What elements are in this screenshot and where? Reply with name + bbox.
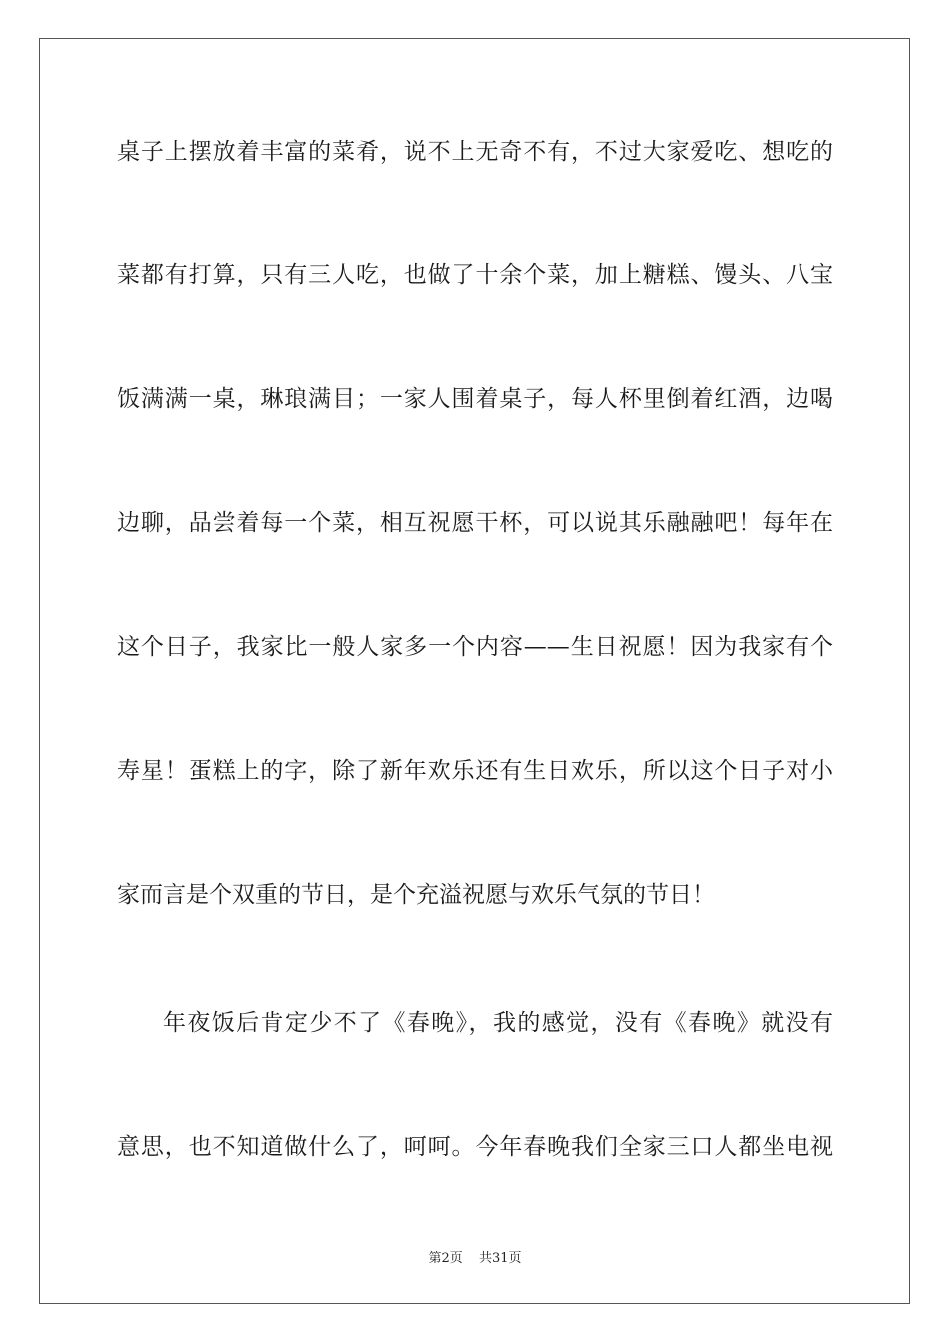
text-line-1: 桌子上摆放着丰富的菜肴，说不上无奇不有，不过大家爱吃、想吃的	[117, 139, 833, 165]
text-line-5: 这个日子，我家比一般人家多一个内容——生日祝愿！因为我家有个	[117, 634, 833, 660]
page-number: 第2页	[428, 1251, 463, 1266]
text-line-3: 饭满满一桌，琳琅满目；一家人围着桌子，每人杯里倒着红酒，边喝	[117, 386, 833, 412]
total-pages: 共31页	[478, 1251, 522, 1266]
text-line-4: 边聊，品尝着每一个菜，相互祝愿干杯，可以说其乐融融吧！每年在	[117, 510, 833, 536]
text-line-6: 寿星！蛋糕上的字，除了新年欢乐还有生日欢乐，所以这个日子对小	[117, 758, 833, 784]
text-line-8: 年夜饭后肯定少不了《春晚》，我的感觉，没有《春晚》就没有	[163, 1010, 833, 1036]
text-line-7: 家而言是个双重的节日，是个充溢祝愿与欢乐气氛的节日！	[117, 882, 715, 908]
text-line-9: 意思，也不知道做什么了，呵呵。今年春晚我们全家三口人都坐电视	[117, 1134, 833, 1160]
text-line-2: 菜都有打算，只有三人吃，也做了十余个菜，加上糖糕、馒头、八宝	[117, 262, 833, 288]
page-border	[39, 38, 910, 1304]
page-footer	[0, 1247, 950, 1266]
